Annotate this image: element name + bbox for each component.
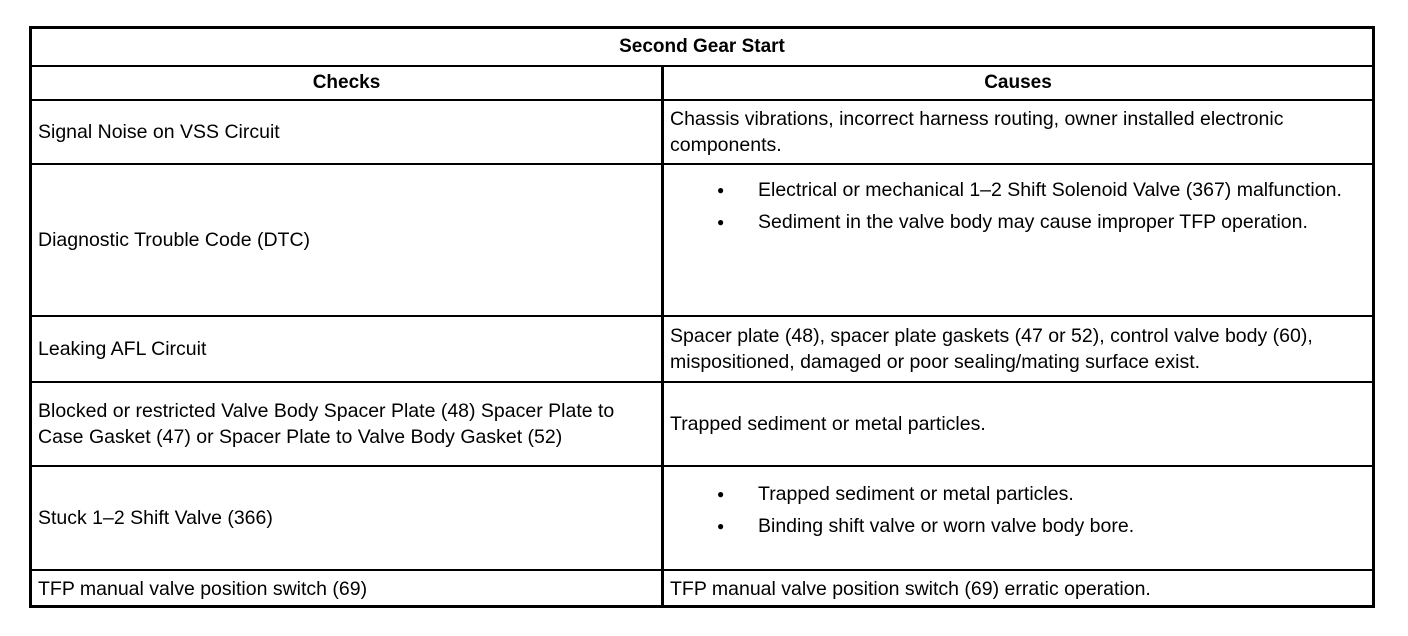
header-row [32,65,1372,99]
check-cell: Blocked or restricted Valve Body Spacer Plate (48) Spacer Plate to Case Gasket (47) or Spacer Plate to Valve Body Gasket (52) [32,383,664,465]
cause-cell: Chassis vibrations, incorrect harness routing, owner installed electronic components. [670,108,1284,156]
check-cell: Diagnostic Trouble Code (DTC) [32,165,664,315]
cause-cell: TFP manual valve position switch (69) erratic operation. [670,578,1151,600]
cause-bullet-list [670,177,1342,241]
cause-bullet-list [670,481,1134,545]
check-cell: Stuck 1–2 Shift Valve (366) [32,467,664,569]
table-row [32,163,1372,315]
table-row [32,569,1372,605]
table-title: Second Gear Start [619,36,785,57]
cause-cell [664,165,1372,315]
cause-bullet: ● Sediment in the valve body may cause improper TFP operation. [670,209,1342,235]
cause-cell: Spacer plate (48), spacer plate gaskets (47 or 52), control valve body (60), mispositioned, damaged or poor sealing/mating surface exist. [670,325,1313,373]
check-cell: Signal Noise on VSS Circuit [32,101,664,163]
cause-bullet: ● Binding shift valve or worn valve body bore. [670,513,1134,539]
cause-bullet: ● Trapped sediment or metal particles. [670,481,1134,507]
cause-cell: Trapped sediment or metal particles. [670,413,986,435]
check-cell: Leaking AFL Circuit [32,317,664,381]
table-row [32,315,1372,381]
table-row [32,465,1372,569]
cause-cell [664,467,1372,569]
check-cell: TFP manual valve position switch (69) [32,571,664,605]
causes-header: Causes [984,72,1052,93]
table-row [32,381,1372,465]
checks-header: Checks [32,67,664,99]
diagnosis-table [29,26,1375,608]
cause-bullet: ● Electrical or mechanical 1–2 Shift Solenoid Valve (367) malfunction. [670,177,1342,203]
table-row [32,99,1372,163]
